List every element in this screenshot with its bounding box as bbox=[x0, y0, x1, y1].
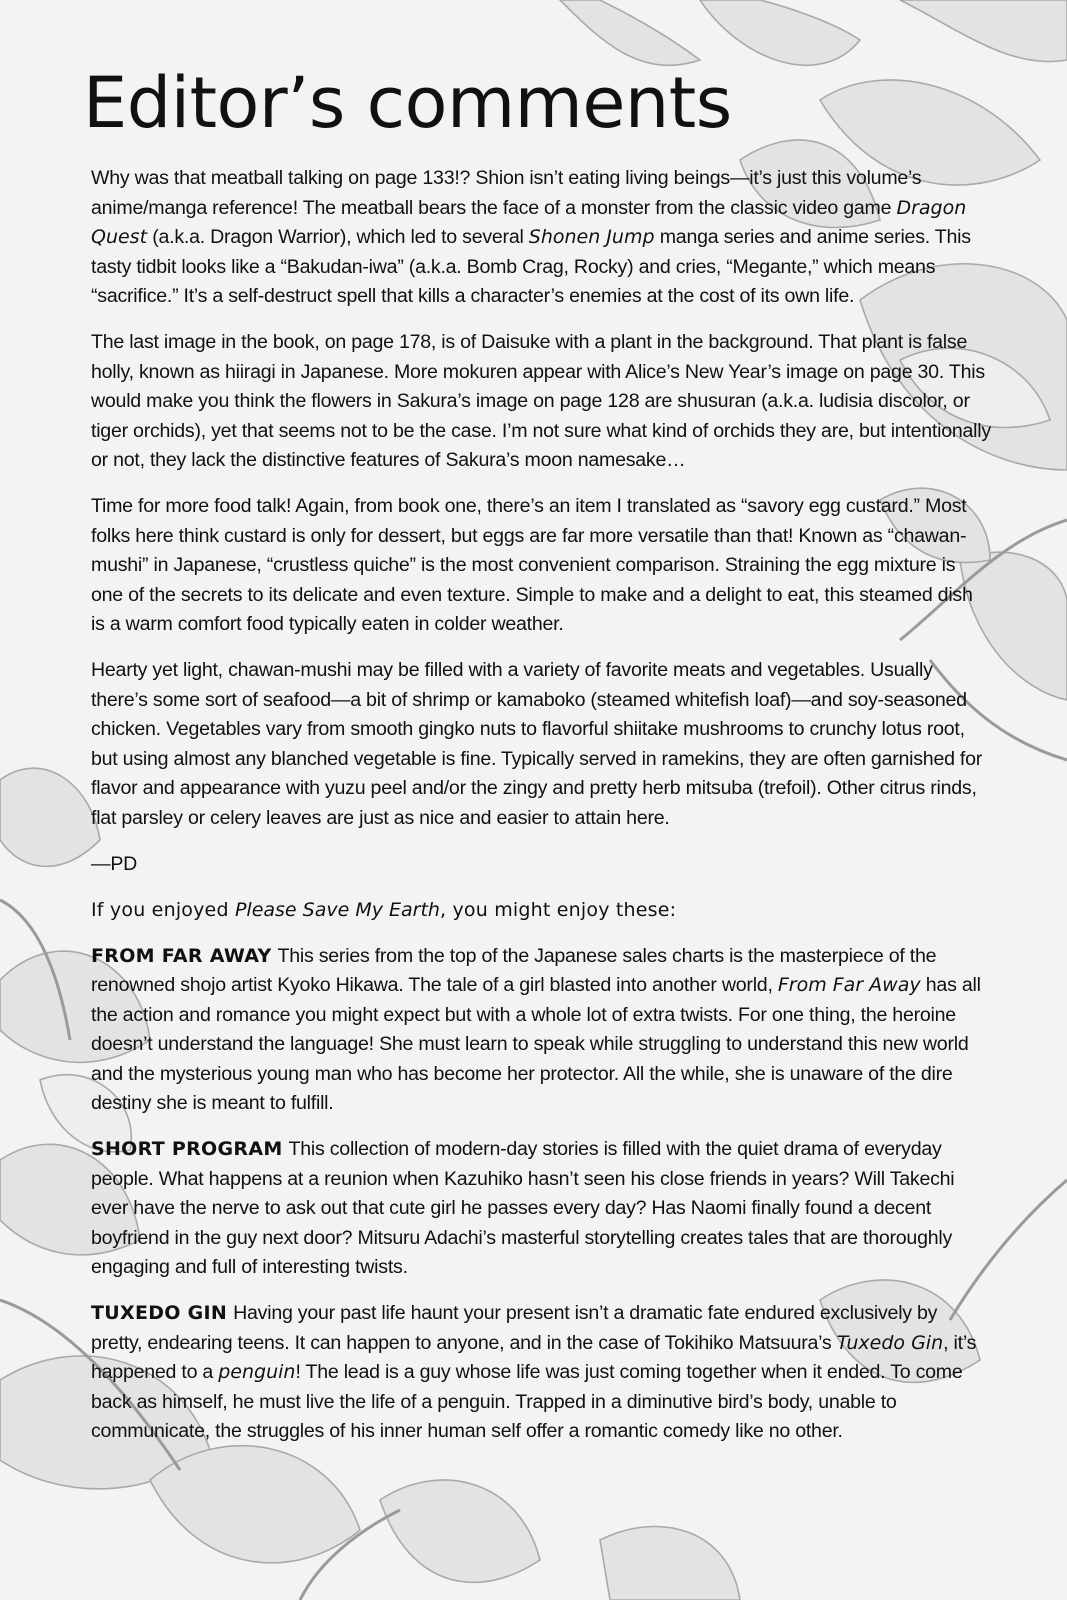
paragraph-food-talk: Time for more food talk! Again, from book one, there’s an item I translated as “savory egg custard.” Most folks here think custard is only for dessert, but eggs are far more versatile than that! Known as “chawan-mushi” in Japanese, “crustless quiche” is the most convenient comparison. Straining the egg mixture is one of the secrets to its delicate and even texture. Simple to make and a delight to eat, this steamed dish is a warm comfort food typically eaten in colder weather. bbox=[91, 495, 973, 635]
recommendation-title: SHORT PROGRAM bbox=[91, 1138, 283, 1160]
recommendation-from-far-away: FROM FAR AWAY This series from the top of the Japanese sales charts is the masterpiece of the renowned shojo artist Kyoko Hikawa. The tale of a girl blasted into another world, From Far Away has all the action and romance you might expect but with a whole lot of extra twists. For one thing, the heroine doesn’t understand the language! She must learn to speak while struggling to understand this new world and the mysterious young man who has become her protector. All the while, she is unaware of the dire destiny she is meant to fulfill. bbox=[91, 944, 981, 1114]
editor-signature: —PD bbox=[91, 852, 138, 875]
article-body bbox=[91, 164, 991, 1463]
paragraph-chawan-mushi: Hearty yet light, chawan-mushi may be filled with a variety of favorite meats and vegetables. Usually there’s some sort of seafood—a bit of shrimp or kamaboko (steamed whitefish loaf)—and soy-seasoned chicken. Vegetables vary from smooth gingko nuts to flavorful shiitake mushrooms to crunchy lotus root, but using almost any blanched vegetable is fine. Typically served in ramekins, they are often garnished for flavor and appearance with yuzu peel and/or the zingy and pretty herb mitsuba (trefoil). Other citrus rinds, flat parsley or celery leaves are just as nice and easier to attain here. bbox=[91, 659, 983, 829]
page-title: Editor’s comments bbox=[83, 62, 732, 144]
paragraph-meatball: Why was that meatball talking on page 133!? Shion isn’t eating living beings—it’s just this volume’s anime/manga reference! The meatball bears the face of a monster from the classic video game Dragon Quest (a.k.a. Dragon Warrior), which led to several Shonen Jump manga series and anime series. This tasty tidbit looks like a “Bakudan-iwa” (a.k.a. Bomb Crag, Rocky) and cries, “Megante,” which means “sacrifice.” It’s a self-destruct spell that kills a character’s enemies at the cost of its own life. bbox=[91, 167, 971, 307]
recommendation-short-program: SHORT PROGRAM This collection of modern-day stories is filled with the quiet drama of everyday people. What happens at a reunion when Kazuhiko hasn’t seen his close friends in years? Will Takechi ever have the nerve to ask out that cute girl he passes every day? Has Naomi finally found a decent boyfriend in the guy next door? Mitsuru Adachi’s masterful storytelling creates tales that are thoroughly engaging and full of interesting twists. bbox=[91, 1138, 955, 1278]
recommendation-tuxedo-gin: TUXEDO GIN Having your past life haunt your present isn’t a dramatic fate endured exclusively by pretty, endearing teens. It can happen to anyone, and in the case of Tokihiko Matsuura’s Tuxedo Gin, it’s happened to a penguin! The lead is a guy whose life was just coming together when it ended. To come back as himself, he must live the life of a penguin. Trapped in a diminutive bird’s body, unable to communicate, the struggles of his inner human self offer a romantic comedy like no other. bbox=[91, 1302, 977, 1442]
title-shonen-jump: Shonen Jump bbox=[528, 226, 655, 248]
paragraph-last-image: The last image in the book, on page 178, is of Daisuke with a plant in the background. That plant is false holly, known as hiiragi in Japanese. More mokuren appear with Alice’s New Year’s image on page 30. This would make you think the flowers in Sakura’s image on page 128 are shusuran (a.k.a. ludisia discolor, or tiger orchids), yet that seems not to be the case. I’m not sure what kind of orchids they are, but intentionally or not, they lack the distinctive features of Sakura’s moon namesake… bbox=[91, 331, 991, 471]
recommendation-title: TUXEDO GIN bbox=[91, 1302, 228, 1324]
recommendations-intro: If you enjoyed Please Save My Earth, you might enjoy these: bbox=[91, 898, 677, 921]
recommendation-title: FROM FAR AWAY bbox=[91, 944, 272, 967]
title-dragon-quest: Dragon Quest bbox=[91, 196, 967, 248]
title-please-save-my-earth: Please Save My Earth bbox=[234, 898, 440, 921]
